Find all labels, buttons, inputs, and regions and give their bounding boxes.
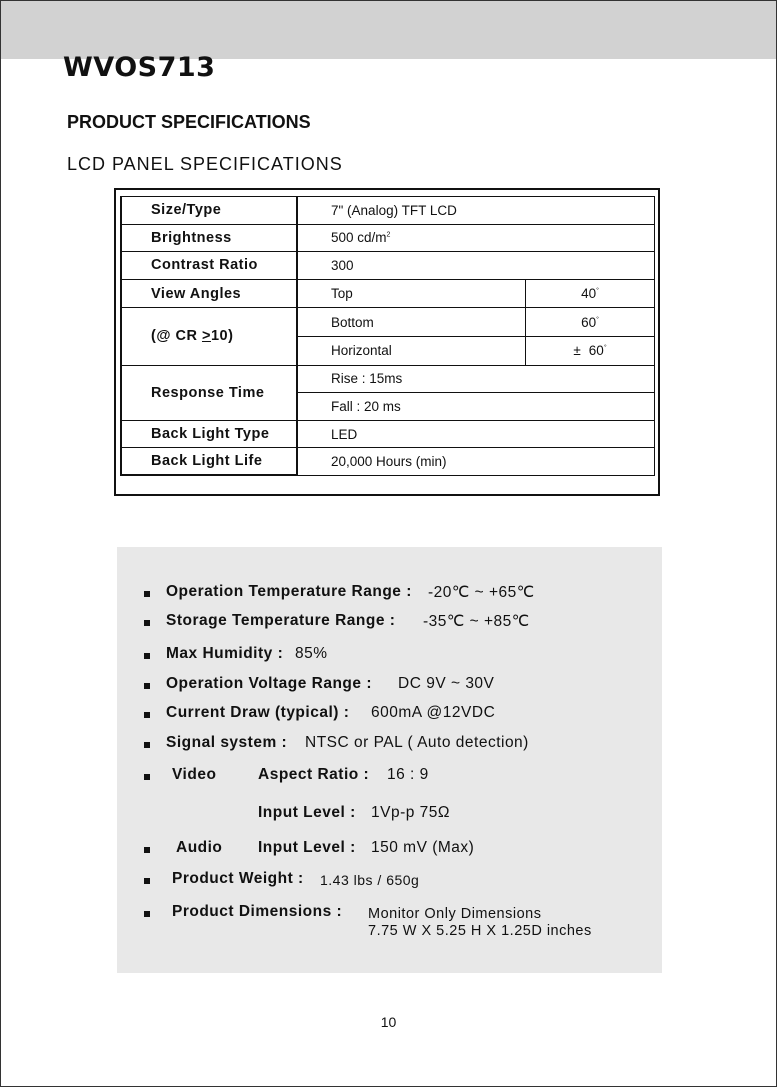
dimensions-label: Product Dimensions : [172, 903, 343, 920]
bullet-icon [144, 847, 150, 853]
plus-minus: ± [573, 343, 581, 359]
brightness-sup: 2 [386, 231, 391, 239]
bullet-icon [144, 712, 150, 718]
top-value-cell [526, 279, 655, 308]
model-title: WVOS713 [63, 52, 216, 83]
table-row [121, 365, 655, 393]
table-row [121, 308, 655, 337]
humidity-value: 85% [295, 645, 328, 662]
audio-input-value: 150 mV (Max) [371, 839, 475, 856]
signal-label: Signal system : [166, 734, 288, 751]
current-label: Current Draw (typical) : [166, 704, 350, 721]
fall-value: Fall : 20 ms [297, 393, 655, 421]
header-bar [1, 1, 776, 59]
weight-value: 1.43 lbs / 650g [320, 872, 420, 888]
size-value: 7" (Analog) TFT LCD [297, 197, 655, 225]
rise-value: Rise : 15ms [297, 365, 655, 393]
table-row [121, 252, 655, 280]
top-value: 40 [581, 286, 597, 302]
table-row [121, 279, 655, 308]
video-input-value: 1Vp-p 75Ω [371, 804, 450, 821]
size-label: Size/Type [121, 197, 297, 225]
bottom-value-cell [526, 308, 655, 337]
video-input-label: Input Level : [258, 804, 356, 821]
bullet-icon [144, 774, 150, 780]
backlight-type-label: Back Light Type [121, 420, 297, 448]
view-cr-text: (@ CR [151, 328, 198, 345]
bullet-icon [144, 683, 150, 689]
brightness-value: 500 cd/m [331, 230, 387, 246]
degree-sup: ° [596, 287, 599, 295]
dimensions-line2: 7.75 W X 5.25 H X 1.25D inches [368, 923, 592, 939]
op-temp-label: Operation Temperature Range : [166, 583, 412, 600]
aspect-label: Aspect Ratio : [258, 766, 370, 783]
table-row [121, 224, 655, 252]
bullet-icon [144, 591, 150, 597]
contrast-label: Contrast Ratio [121, 252, 297, 280]
view-angles-label: View Angles [121, 279, 297, 308]
bullet-icon [144, 742, 150, 748]
bottom-label: Bottom [297, 308, 526, 337]
response-label: Response Time [121, 365, 297, 420]
voltage-value: DC 9V ~ 30V [398, 675, 495, 692]
page-number: 10 [380, 1014, 397, 1030]
lcd-spec-table [120, 196, 655, 476]
horizontal-value-cell [526, 336, 655, 365]
bullet-icon [144, 911, 150, 917]
table-row [121, 448, 655, 476]
backlight-life-label: Back Light Life [121, 448, 297, 476]
degree-sup: ° [596, 316, 599, 324]
bullet-icon [144, 878, 150, 884]
bullet-icon [144, 653, 150, 659]
backlight-type-value: LED [297, 420, 655, 448]
bullet-icon [144, 620, 150, 626]
weight-label: Product Weight : [172, 870, 304, 887]
general-specs-panel [117, 547, 662, 973]
horizontal-label: Horizontal [297, 336, 526, 365]
current-value: 600mA @12VDC [371, 704, 496, 721]
degree-sup: ° [603, 344, 607, 352]
table-row [121, 420, 655, 448]
product-specs-heading: PRODUCT SPECIFICATIONS [67, 112, 311, 132]
op-temp-value: -20℃ ~ +65℃ [428, 584, 535, 601]
horizontal-value: 60 [588, 343, 604, 359]
top-label: Top [297, 279, 526, 308]
view-condition-label [121, 308, 297, 365]
audio-input-label: Input Level : [258, 839, 356, 856]
contrast-value: 300 [297, 252, 655, 280]
bottom-value: 60 [581, 314, 597, 330]
voltage-label: Operation Voltage Range : [166, 675, 372, 692]
backlight-life-value: 20,000 Hours (min) [297, 448, 655, 476]
audio-label: Audio [176, 839, 223, 856]
storage-temp-label: Storage Temperature Range : [166, 612, 396, 629]
video-label: Video [172, 766, 217, 783]
signal-value: NTSC or PAL ( Auto detection) [305, 734, 529, 751]
view-gte: > [201, 328, 211, 345]
brightness-value-cell [297, 224, 655, 252]
brightness-label: Brightness [121, 224, 297, 252]
humidity-label: Max Humidity : [166, 645, 284, 662]
dimensions-line1: Monitor Only Dimensions [368, 906, 542, 922]
lcd-specs-heading: LCD PANEL SPECIFICATIONS [67, 154, 343, 174]
aspect-value: 16 : 9 [387, 766, 429, 783]
view-num: 10) [210, 328, 234, 345]
table-row [121, 197, 655, 225]
storage-temp-value: -35℃ ~ +85℃ [423, 613, 530, 630]
